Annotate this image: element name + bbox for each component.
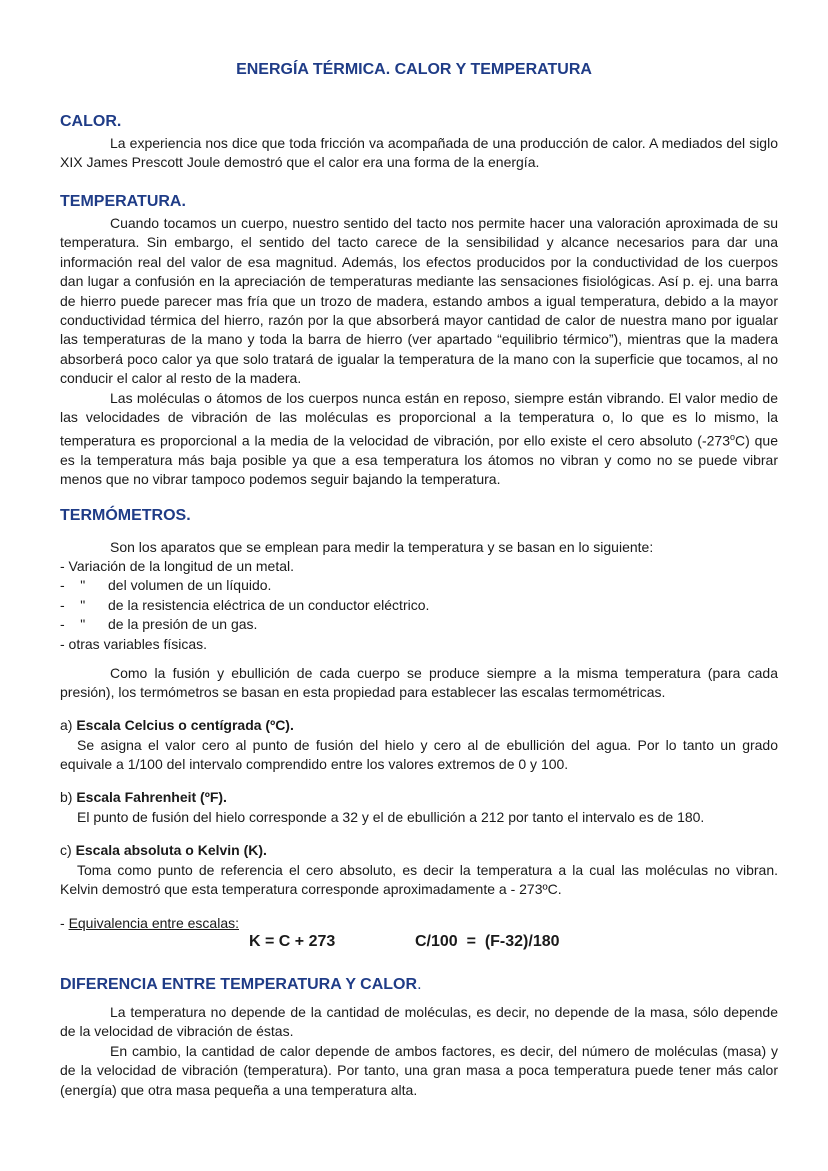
text-fragment: C) que es la temperatura más baja posible ya que a esa temperatura los átomos no vibran y como no se puede vibrar menos que no vibrar tampoco podemos seguir bajando la temperatura. — [60, 432, 778, 488]
scale-kelvin-title — [60, 842, 267, 858]
heading-calor: CALOR. — [60, 113, 122, 130]
heading-temperatura: TEMPERATURA. — [60, 193, 186, 210]
degree-superscript: o — [729, 431, 735, 442]
paragraph-diferencia-2: En cambio, la cantidad de calor depende de ambos factores, es decir, del número de moléculas (masa) y de la velocidad de vibración (temperatura). Por tanto, una gran masa a poca temperatura puede tener más calor (energía) que otra masa pequeña a una temperatura alta. — [60, 1043, 778, 1098]
heading-termometros: TERMÓMETROS. — [60, 507, 191, 524]
equation-fahrenheit: C/100 = (F-32)/180 — [415, 933, 560, 950]
equation-kelvin: K = C + 273 — [249, 933, 336, 950]
heading-text: DIFERENCIA ENTRE TEMPERATURA Y CALOR — [60, 976, 418, 993]
scale-fahrenheit-title — [60, 789, 227, 805]
equivalence-prefix: - — [60, 915, 69, 931]
list-item-lead: - " — [60, 577, 86, 594]
scale-kelvin-text: Toma como punto de referencia el cero absoluto, es decir la temperatura a la cual las moléculas no vibran. Kelvin demostró que esta temperatura corresponde aproximadamente a - 273ºC. — [60, 862, 778, 898]
equivalence-label — [60, 915, 239, 931]
list-item — [60, 576, 429, 595]
thermometer-basis-list — [60, 557, 429, 654]
list-item-text: de la resistencia eléctrica de un conductor eléctrico. — [108, 596, 430, 613]
paragraph-temperatura-1: Cuando tocamos un cuerpo, nuestro sentido del tacto nos permite hacer una valoración aproximada de su temperatura. Sin embargo, el sentido del tacto carece de la sensibilidad y alcance necesarios para dar una información real del valor de esa magnitud. Además, los efectos producidos por la conductividad de los cuerpos dan lugar a confusión en la apreciación de temperaturas mediante las sensaciones fisiológicas. Así p. ej. una barra de hierro puede parecer mas fría que un trozo de madera, estando ambos a igual temperatura, debido a la mayor conductividad térmica del hierro, razón por la que absorberá mayor cantidad de calor de nuestra mano por igualar las temperaturas de la mano y toda la barra de hierro (ver apartado “equilibrio térmico”), mientras que la madera absorberá poco calor ya que solo tratará de igualar la temperatura de la mano con la superficie que tocamos, al no conducir el calor al resto de la madera. — [60, 215, 778, 387]
list-item-text: del volumen de un líquido. — [108, 577, 272, 594]
list-item-text: de la presión de un gas. — [108, 616, 258, 633]
list-item — [60, 615, 429, 634]
paragraph-calor: La experiencia nos dice que toda fricción va acompañada de una producción de calor. A mediados del siglo XIX James Prescott Joule demostró que el calor era una forma de la energía. — [60, 135, 778, 171]
scale-name: Escala Fahrenheit (ºF). — [76, 789, 227, 805]
heading-diferencia — [60, 976, 422, 994]
scale-prefix: a) — [60, 717, 77, 733]
scale-fahrenheit-text: El punto de fusión del hielo corresponde a 32 y el de ebullición a 212 por tanto el intervalo es de 180. — [77, 809, 705, 825]
scale-celsius-title — [60, 717, 294, 733]
list-item-text: - Variación de la longitud de un metal. — [60, 558, 294, 574]
list-item-text: - otras variables físicas. — [60, 635, 208, 652]
paragraph-termometros-2: Como la fusión y ebullición de cada cuerpo se produce siempre a la misma temperatura (para cada presión), los termómetros se basan en esta propiedad para establecer las escalas termométricas. — [60, 665, 778, 701]
text-fragment: Las moléculas o átomos de los cuerpos nunca están en reposo, siempre están vibrando. El valor medio de las velocidades de vibración de las moléculas es proporcional a la temperatura o, lo que es lo mismo, la temperatura es proporcional a la media de la velocidad de vibración, por ello existe el cero absoluto (-273 — [60, 390, 778, 449]
scale-prefix: c) — [60, 842, 76, 858]
list-item — [60, 635, 429, 654]
list-item-lead: - " — [60, 596, 86, 613]
document-title: ENERGÍA TÉRMICA. CALOR Y TEMPERATURA — [236, 61, 592, 78]
scale-celsius-text: Se asigna el valor cero al punto de fusión del hielo y cero al de ebullición del agua. Por lo tanto un grado equivale a 1/100 del intervalo comprendido entre los valores extremos de 0 y 100. — [60, 737, 778, 773]
scale-prefix: b) — [60, 789, 77, 805]
scale-name: Escala absoluta o Kelvin (K). — [75, 842, 267, 858]
list-item-lead: - " — [60, 616, 86, 633]
heading-dot: . — [417, 976, 422, 993]
equivalence-label-text: Equivalencia entre escalas: — [68, 915, 239, 931]
paragraph-diferencia-1: La temperatura no depende de la cantidad de moléculas, es decir, no depende de la masa, sólo depende de la velocidad de vibración de éstas. — [60, 1004, 778, 1040]
paragraph-termometros-intro: Son los aparatos que se emplean para medir la temperatura y se basan en lo siguiente: — [110, 539, 654, 555]
paragraph-temperatura-2 — [60, 389, 778, 490]
list-item — [60, 596, 429, 615]
list-item — [60, 557, 429, 576]
scale-name: Escala Celcius o centígrada (ºC). — [76, 717, 294, 733]
